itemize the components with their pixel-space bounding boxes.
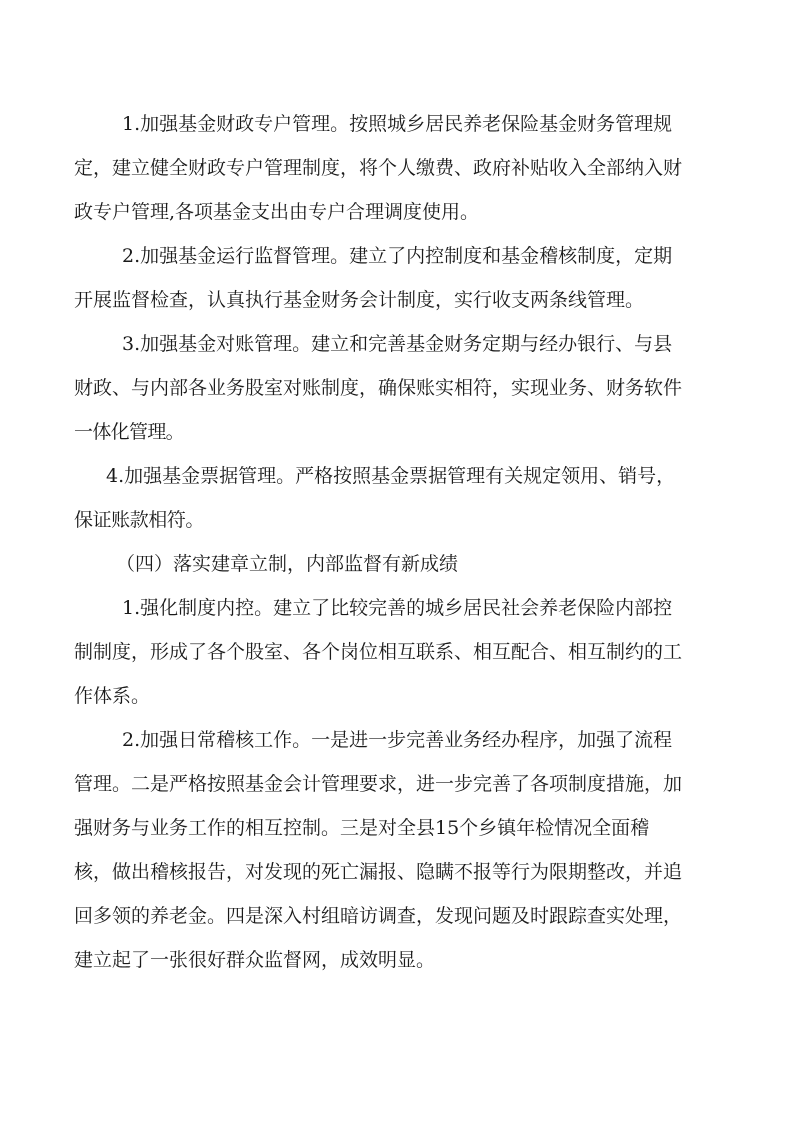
text-line: 2.加强基金运行监督管理。建立了内控制度和基金稽核制度，定期: [122, 245, 673, 267]
text-line: 1.加强基金财政专户管理。按照城乡居民养老保险基金财务管理规: [122, 113, 673, 135]
text-line: 建立起了一张很好群众监督网，成效明显。: [74, 949, 436, 971]
text-line: 强财务与业务工作的相互控制。三是对全县15个乡镇年检情况全面稽: [74, 817, 650, 839]
text-line: 一体化管理。: [74, 421, 184, 443]
text-line: 作体系。: [74, 685, 151, 707]
text-line: 2.加强日常稽核工作。一是进一步完善业务经办程序，加强了流程: [122, 729, 673, 751]
text-line: 财政、与内部各业务股室对账制度，确保账实相符，实现业务、财务软件: [74, 377, 683, 399]
text-line: 制制度，形成了各个股室、各个岗位相互联系、相互配合、相互制约的工: [74, 641, 683, 663]
text-line: 定，建立健全财政专户管理制度，将个人缴费、政府补贴收入全部纳入财: [74, 157, 683, 179]
text-line: 1.强化制度内控。建立了比较完善的城乡居民社会养老保险内部控: [122, 597, 673, 619]
text-line: 管理。二是严格按照基金会计管理要求，进一步完善了各项制度措施，加: [74, 773, 683, 795]
text-line: 开展监督检查，认真执行基金财务会计制度，实行收支两条线管理。: [74, 289, 645, 311]
text-line: 政专户管理,各项基金支出由专户合理调度使用。: [74, 201, 480, 223]
section-heading: （四）落实建章立制，内部监督有新成绩: [116, 553, 459, 575]
text-line: 核，做出稽核报告，对发现的死亡漏报、隐瞒不报等行为限期整改，并追: [74, 861, 683, 883]
text-line: 回多领的养老金。四是深入村组暗访调查，发现问题及时跟踪查实处理，: [74, 905, 683, 927]
text-line: 3.加强基金对账管理。建立和完善基金财务定期与经办银行、与县: [122, 333, 673, 355]
text-line: 4.加强基金票据管理。严格按照基金票据管理有关规定领用、销号，: [106, 465, 676, 487]
text-line: 保证账款相符。: [74, 509, 204, 531]
